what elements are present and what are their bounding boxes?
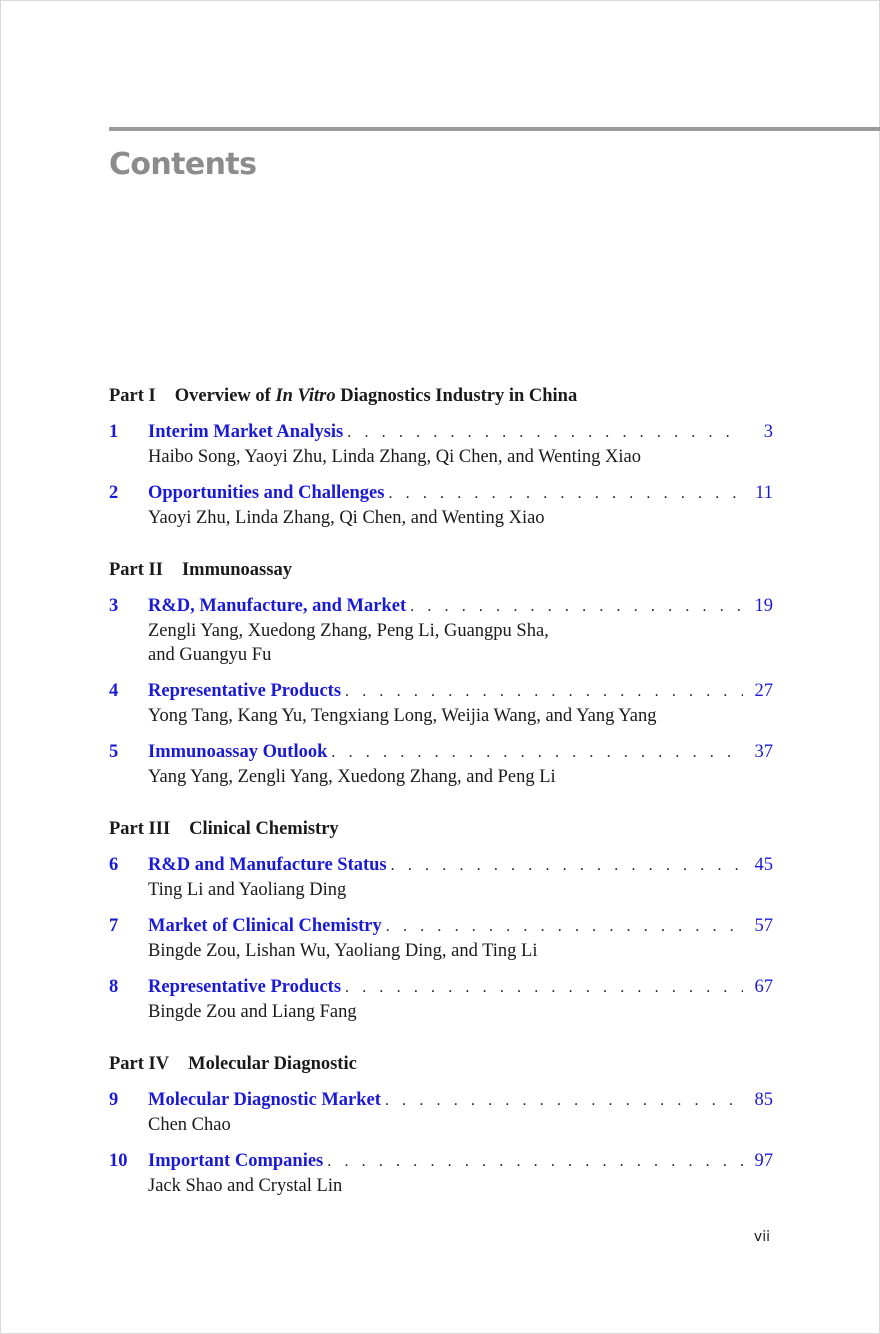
toc-entry[interactable] <box>109 740 773 789</box>
dot-leader <box>345 976 743 1000</box>
chapter-authors: Chen Chao <box>148 1115 231 1135</box>
chapter-number[interactable]: 10 <box>109 1151 128 1171</box>
chapter-page-link[interactable]: 45 <box>754 855 773 875</box>
chapter-line <box>148 914 773 939</box>
chapter-page-link[interactable]: 19 <box>754 596 773 616</box>
chapter-title-link[interactable]: Immunoassay Outlook <box>148 742 328 762</box>
toc-entry[interactable] <box>109 1088 773 1137</box>
chapter-number[interactable]: 2 <box>109 483 119 503</box>
chapter-title-link[interactable]: Interim Market Analysis <box>148 422 344 442</box>
chapter-number[interactable]: 9 <box>109 1090 119 1110</box>
chapter-line <box>148 853 773 878</box>
chapter-authors: Yaoyi Zhu, Linda Zhang, Qi Chen, and Wenting Xiao <box>148 508 545 528</box>
dot-leader <box>386 915 743 939</box>
toc-entry[interactable] <box>109 481 773 530</box>
chapter-line <box>148 975 773 1000</box>
part-heading <box>109 1052 773 1076</box>
chapter-line <box>148 740 773 765</box>
chapter-page-link[interactable]: 11 <box>755 483 773 503</box>
chapter-authors: and Guangyu Fu <box>148 645 272 665</box>
chapter-number[interactable]: 4 <box>109 681 119 701</box>
chapter-page-link[interactable]: 3 <box>763 422 773 442</box>
chapter-page-link[interactable]: 37 <box>754 742 773 762</box>
chapter-authors: Jack Shao and Crystal Lin <box>148 1176 343 1196</box>
toc-entry[interactable] <box>109 1149 773 1198</box>
chapter-line <box>148 420 773 445</box>
chapter-number[interactable]: 7 <box>109 916 119 936</box>
part-heading <box>109 384 773 408</box>
dot-leader <box>410 595 743 619</box>
chapter-page-link[interactable]: 85 <box>754 1090 773 1110</box>
part-title-rest: Diagnostics Industry in China <box>335 386 578 406</box>
chapter-page-link[interactable]: 57 <box>754 916 773 936</box>
part-heading <box>109 817 773 841</box>
chapter-title-link[interactable]: Molecular Diagnostic Market <box>148 1090 381 1110</box>
chapter-title-link[interactable]: Representative Products <box>148 977 342 997</box>
header-rule <box>109 127 880 131</box>
chapter-title-link[interactable]: R&D, Manufacture, and Market <box>148 596 407 616</box>
chapter-authors: Bingde Zou and Liang Fang <box>148 1002 357 1022</box>
page-number: vii <box>753 1229 770 1245</box>
chapter-authors: Ting Li and Yaoliang Ding <box>148 880 347 900</box>
dot-leader <box>388 482 743 506</box>
part-title: Molecular Diagnostic <box>188 1054 357 1074</box>
chapter-title-link[interactable]: Representative Products <box>148 681 342 701</box>
chapter-line <box>148 1088 773 1113</box>
chapter-authors: Haibo Song, Yaoyi Zhu, Linda Zhang, Qi Chen, and Wenting Xiao <box>148 447 641 467</box>
dot-leader <box>347 421 743 445</box>
part-heading <box>109 558 773 582</box>
toc-entry[interactable] <box>109 914 773 963</box>
part-label: Part IV <box>109 1054 170 1074</box>
chapter-line <box>148 594 773 619</box>
part-title: Clinical Chemistry <box>189 819 339 839</box>
chapter-number[interactable]: 3 <box>109 596 119 616</box>
chapter-authors: Yang Yang, Zengli Yang, Xuedong Zhang, and Peng Li <box>148 767 556 787</box>
part-label: Part III <box>109 819 171 839</box>
dot-leader <box>385 1089 743 1113</box>
chapter-authors: Yong Tang, Kang Yu, Tengxiang Long, Weijia Wang, and Yang Yang <box>148 706 657 726</box>
part-title: Immunoassay <box>181 560 292 580</box>
toc-entry[interactable] <box>109 594 773 667</box>
chapter-page-link[interactable]: 97 <box>754 1151 773 1171</box>
dot-leader <box>345 680 743 704</box>
part-title-italic: In Vitro <box>275 386 336 406</box>
chapter-title-link[interactable]: Market of Clinical Chemistry <box>148 916 382 936</box>
chapter-page-link[interactable]: 27 <box>754 681 773 701</box>
toc-entry[interactable] <box>109 679 773 728</box>
chapter-number[interactable]: 6 <box>109 855 119 875</box>
table-of-contents <box>109 384 773 1210</box>
chapter-title-link[interactable]: Important Companies <box>148 1151 324 1171</box>
chapter-number[interactable]: 5 <box>109 742 119 762</box>
dot-leader <box>391 854 743 878</box>
toc-entry[interactable] <box>109 853 773 902</box>
part-label: Part II <box>109 560 163 580</box>
part-label: Part I <box>109 386 156 406</box>
chapter-authors: Zengli Yang, Xuedong Zhang, Peng Li, Guangpu Sha, <box>148 621 549 641</box>
dot-leader <box>327 1150 743 1174</box>
chapter-page-link[interactable]: 67 <box>754 977 773 997</box>
toc-entry[interactable] <box>109 420 773 469</box>
part-title: Overview of <box>174 386 276 406</box>
chapter-line <box>148 679 773 704</box>
chapter-number[interactable]: 8 <box>109 977 119 997</box>
chapter-line <box>148 481 773 506</box>
chapter-title-link[interactable]: R&D and Manufacture Status <box>148 855 387 875</box>
chapter-authors: Bingde Zou, Lishan Wu, Yaoliang Ding, and Ting Li <box>148 941 538 961</box>
chapter-number[interactable]: 1 <box>109 422 119 442</box>
toc-entry[interactable] <box>109 975 773 1024</box>
chapter-title-link[interactable]: Opportunities and Challenges <box>148 483 385 503</box>
page-title: Contents <box>109 147 257 182</box>
dot-leader <box>331 741 743 765</box>
chapter-line <box>148 1149 773 1174</box>
